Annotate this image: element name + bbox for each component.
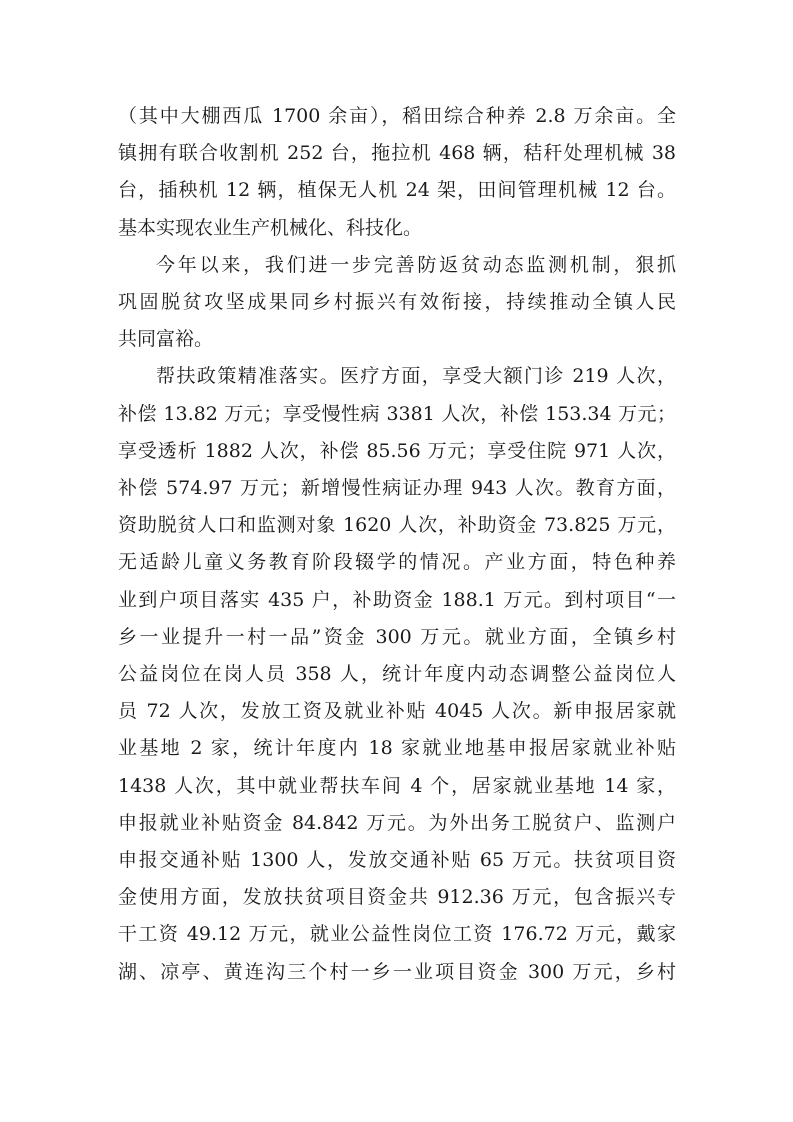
- text-line: 业基地 2 家，统计年度内 18 家就业地基申报居家就业补贴: [118, 737, 676, 760]
- text-line: 补偿 574.97 万元；新增慢性病证办理 943 人次。教育方面，: [118, 477, 676, 500]
- text-line: （其中大棚西瓜 1700 余亩），稻田综合种养 2.8 万余亩。全: [118, 105, 676, 127]
- document-body: [118, 98, 676, 991]
- text-line: 基本实现农业生产机械化、科技化。: [118, 216, 423, 239]
- text-line: 巩固脱贫攻坚成果同乡村振兴有效衔接，持续推动全镇人民: [118, 291, 676, 314]
- text-line: 无适龄儿童义务教育阶段辍学的情况。产业方面，特色种养: [118, 551, 676, 574]
- text-line: 享受透析 1882 人次，补偿 85.56 万元；享受住院 971 人次，: [118, 439, 676, 462]
- paragraph-agriculture: [118, 98, 676, 247]
- text-line: 补偿 13.82 万元；享受慢性病 3381 人次，补偿 153.34 万元；: [118, 402, 676, 425]
- text-line: 金使用方面，发放扶贫项目资金共 912.36 万元，包含振兴专: [118, 886, 676, 909]
- text-line: 资助脱贫人口和监测对象 1620 人次，补助资金 73.825 万元，: [118, 514, 676, 537]
- text-line: 干工资 49.12 万元，就业公益性岗位工资 176.72 万元，戴家: [118, 923, 676, 946]
- text-line: 乡一业提升一村一品”资金 300 万元。就业方面，全镇乡村: [118, 625, 676, 648]
- text-line: 申报交通补贴 1300 人，发放交通补贴 65 万元。扶贫项目资: [118, 849, 676, 872]
- text-line: 今年以来，我们进一步完善防返贫动态监测机制，狠抓: [156, 253, 676, 276]
- text-line: 共同富裕。: [118, 328, 214, 351]
- text-line: 湖、凉亭、黄连沟三个村一乡一业项目资金 300 万元，乡村: [118, 960, 676, 983]
- text-line: 台，插秧机 12 辆，植保无人机 24 架，田间管理机械 12 台。: [118, 179, 676, 202]
- text-line: 镇拥有联合收割机 252 台，拖拉机 468 辆，秸秆处理机械 38: [118, 142, 676, 165]
- text-line: 公益岗位在岗人员 358 人，统计年度内动态调整公益岗位人: [118, 663, 676, 686]
- paragraph-monitoring: [118, 247, 676, 359]
- text-line: 1438 人次，其中就业帮扶车间 4 个，居家就业基地 14 家，: [118, 774, 676, 797]
- text-line: 员 72 人次，发放工资及就业补贴 4045 人次。新申报居家就: [118, 700, 676, 723]
- text-line: 业到户项目落实 435 户，补助资金 188.1 万元。到村项目“一: [118, 588, 676, 611]
- text-line: 申报就业补贴资金 84.842 万元。为外出务工脱贫户、监测户: [118, 811, 676, 834]
- paragraph-policy: [118, 358, 676, 990]
- text-line: 帮扶政策精准落实。医疗方面，享受大额门诊 219 人次，: [156, 365, 676, 388]
